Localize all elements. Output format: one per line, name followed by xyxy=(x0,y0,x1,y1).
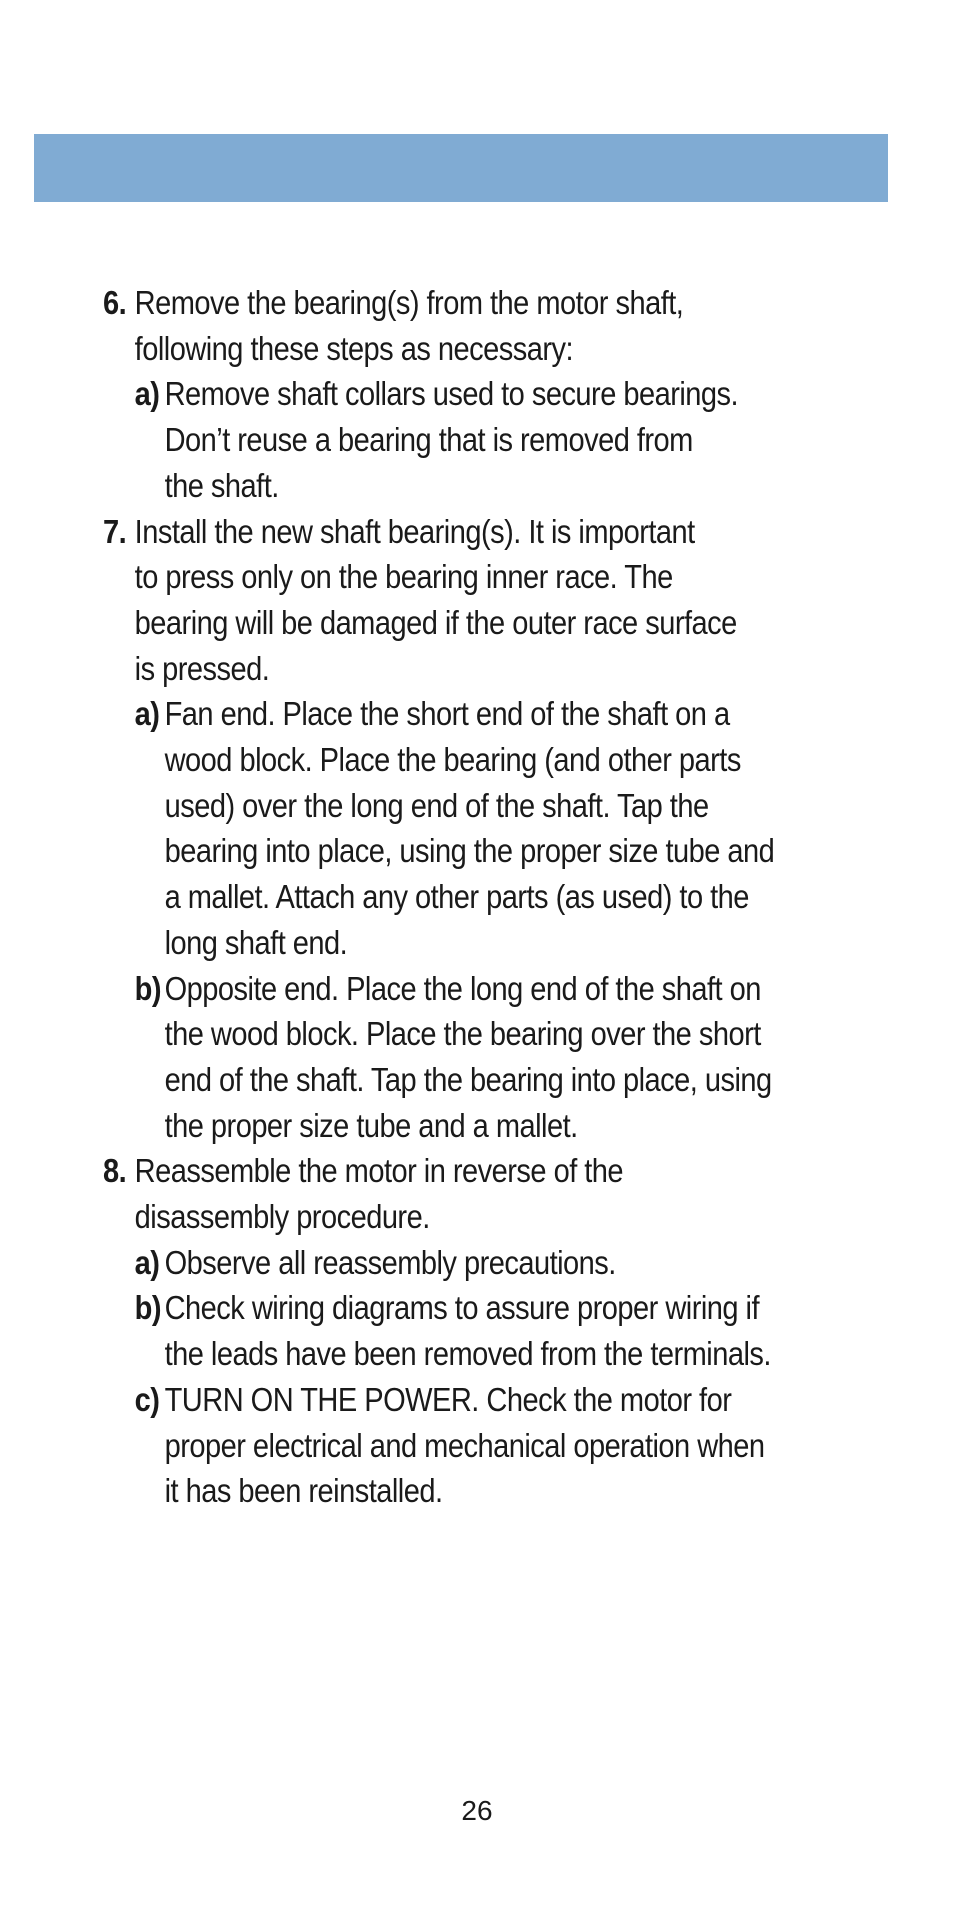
substep-text-line: Opposite end. Place the long end of the shaft on xyxy=(164,969,761,1007)
substep-text-line: end of the shaft. Tap the bearing into place, using xyxy=(164,1060,772,1098)
substep-6a xyxy=(135,371,903,508)
substep-text-line: a mallet. Attach any other parts (as used) to the xyxy=(164,878,749,916)
step-text-line: is pressed. xyxy=(134,649,270,687)
substep-text-line: used) over the long end of the shaft. Tap the xyxy=(164,786,709,824)
substep-text-line: bearing into place, using the proper size tube and xyxy=(164,832,775,870)
substep-letter: a) xyxy=(134,1243,160,1281)
substep-text-line: the wood block. Place the bearing over the short xyxy=(164,1015,761,1053)
substep-8b xyxy=(135,1285,903,1376)
step-text-line: following these steps as necessary: xyxy=(134,329,574,367)
instruction-list xyxy=(103,280,903,1514)
substep-text-line: Don’t reuse a bearing that is removed from xyxy=(164,421,693,459)
substep-text-line: the proper size tube and a mallet. xyxy=(164,1106,578,1144)
substep-text-line: long shaft end. xyxy=(164,923,348,961)
substep-text-line: wood block. Place the bearing (and other parts xyxy=(164,741,741,779)
substep-8c xyxy=(135,1377,903,1514)
substep-text-line: Observe all reassembly precautions. xyxy=(164,1243,616,1281)
substep-text-line: it has been reinstalled. xyxy=(164,1472,443,1510)
substep-8a xyxy=(135,1240,903,1286)
substep-text-line: Check wiring diagrams to assure proper wiring if xyxy=(164,1289,760,1327)
substep-letter: a) xyxy=(134,695,160,733)
step-6 xyxy=(103,280,903,509)
header-band xyxy=(34,134,888,202)
substep-text-line: Remove shaft collars used to secure bearings. xyxy=(164,375,739,413)
step-8 xyxy=(103,1148,903,1514)
substep-letter: c) xyxy=(134,1380,160,1418)
step-text-line: to press only on the bearing inner race. The xyxy=(134,558,673,596)
step-text-line: Install the new shaft bearing(s). It is important xyxy=(134,512,695,550)
substep-text-line: TURN ON THE POWER. Check the motor for xyxy=(164,1380,732,1418)
step-text-line: bearing will be damaged if the outer race surface xyxy=(134,603,737,641)
substep-letter: a) xyxy=(134,375,160,413)
substep-text-line: the shaft. xyxy=(164,466,279,504)
substep-letter: b) xyxy=(134,1289,162,1327)
step-number: 6. xyxy=(103,284,127,321)
step-text-line: disassembly procedure. xyxy=(134,1198,430,1236)
step-7 xyxy=(103,509,903,1149)
substep-text-line: proper electrical and mechanical operation when xyxy=(164,1426,765,1464)
substep-7b xyxy=(135,966,903,1149)
substep-letter: b) xyxy=(134,969,162,1007)
page-number: 26 xyxy=(461,1795,493,1826)
substep-text-line: Fan end. Place the short end of the shaft on a xyxy=(164,695,730,733)
step-text-line: Reassemble the motor in reverse of the xyxy=(134,1152,624,1190)
substep-7a xyxy=(135,691,903,965)
substep-text-line: the leads have been removed from the terminals. xyxy=(164,1335,771,1373)
step-number: 7. xyxy=(103,512,127,550)
step-text-line: Remove the bearing(s) from the motor shaft, xyxy=(134,284,684,321)
step-number: 8. xyxy=(103,1152,127,1190)
